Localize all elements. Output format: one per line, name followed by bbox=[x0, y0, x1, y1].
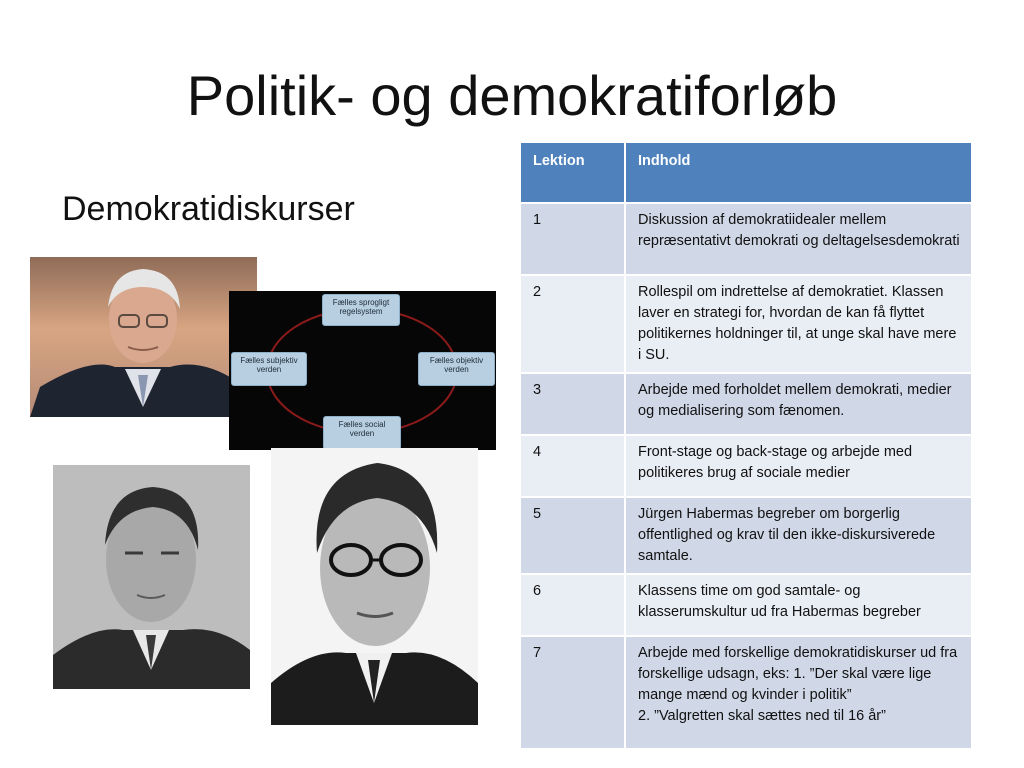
cell-indhold: Rollespil om indrettelse af demokratiet. Klassen laver en strategi for, hvordan de kan få flyttet politikernes holdninger til, at unge skal have mere i SU. bbox=[625, 275, 972, 373]
cell-lektion: 1 bbox=[520, 203, 625, 275]
table-row bbox=[520, 636, 972, 749]
cell-lektion: 5 bbox=[520, 497, 625, 574]
slide-subtitle: Demokratidiskurser bbox=[62, 190, 355, 228]
cell-lektion: 6 bbox=[520, 574, 625, 636]
habermas-diagram-image bbox=[229, 291, 496, 450]
table-row bbox=[520, 203, 972, 275]
diagram-box-right: Fælles objektiv verden bbox=[418, 352, 495, 386]
cell-lektion: 4 bbox=[520, 435, 625, 497]
table-row bbox=[520, 275, 972, 373]
portrait-photo-man-left bbox=[53, 465, 250, 689]
diagram-box-left: Fælles subjektiv verden bbox=[231, 352, 307, 386]
slide-title: Politik- og demokratiforløb bbox=[186, 64, 838, 127]
table-row bbox=[520, 574, 972, 636]
cell-lektion: 3 bbox=[520, 373, 625, 435]
portrait-photo-man-glasses bbox=[271, 448, 478, 725]
lesson-table bbox=[519, 141, 973, 750]
cell-indhold: Diskussion af demokratiidealer mellem repræsentativt demokrati og deltagelsesdemokrati bbox=[625, 203, 972, 275]
cell-indhold: Jürgen Habermas begreber om borgerlig offentlighed og krav til den ikke-diskursiverede samtale. bbox=[625, 497, 972, 574]
table-row bbox=[520, 435, 972, 497]
diagram-box-bottom: Fælles social verden bbox=[323, 416, 401, 450]
portrait-photo-elderly-man bbox=[30, 257, 257, 417]
diagram-box-top: Fælles sprogligt regelsystem bbox=[322, 294, 400, 326]
table-row bbox=[520, 497, 972, 574]
cell-lektion: 2 bbox=[520, 275, 625, 373]
cell-indhold: Arbejde med forholdet mellem demokrati, medier og medialisering som fænomen. bbox=[625, 373, 972, 435]
cell-indhold: Arbejde med forskellige demokratidiskurser ud fra forskellige udsagn, eks: 1. ”Der skal være lige mange mænd og kvinder i politik” 2. ”Valgretten skal sættes ned til 16 år” bbox=[625, 636, 972, 749]
cell-lektion: 7 bbox=[520, 636, 625, 749]
cell-indhold: Klassens time om god samtale- og klasserumskultur ud fra Habermas begreber bbox=[625, 574, 972, 636]
table-row bbox=[520, 373, 972, 435]
cell-indhold: Front-stage og back-stage og arbejde med politikeres brug af sociale medier bbox=[625, 435, 972, 497]
column-header-indhold: Indhold bbox=[625, 142, 972, 203]
column-header-lektion: Lektion bbox=[520, 142, 625, 203]
table-header-row bbox=[520, 142, 972, 203]
